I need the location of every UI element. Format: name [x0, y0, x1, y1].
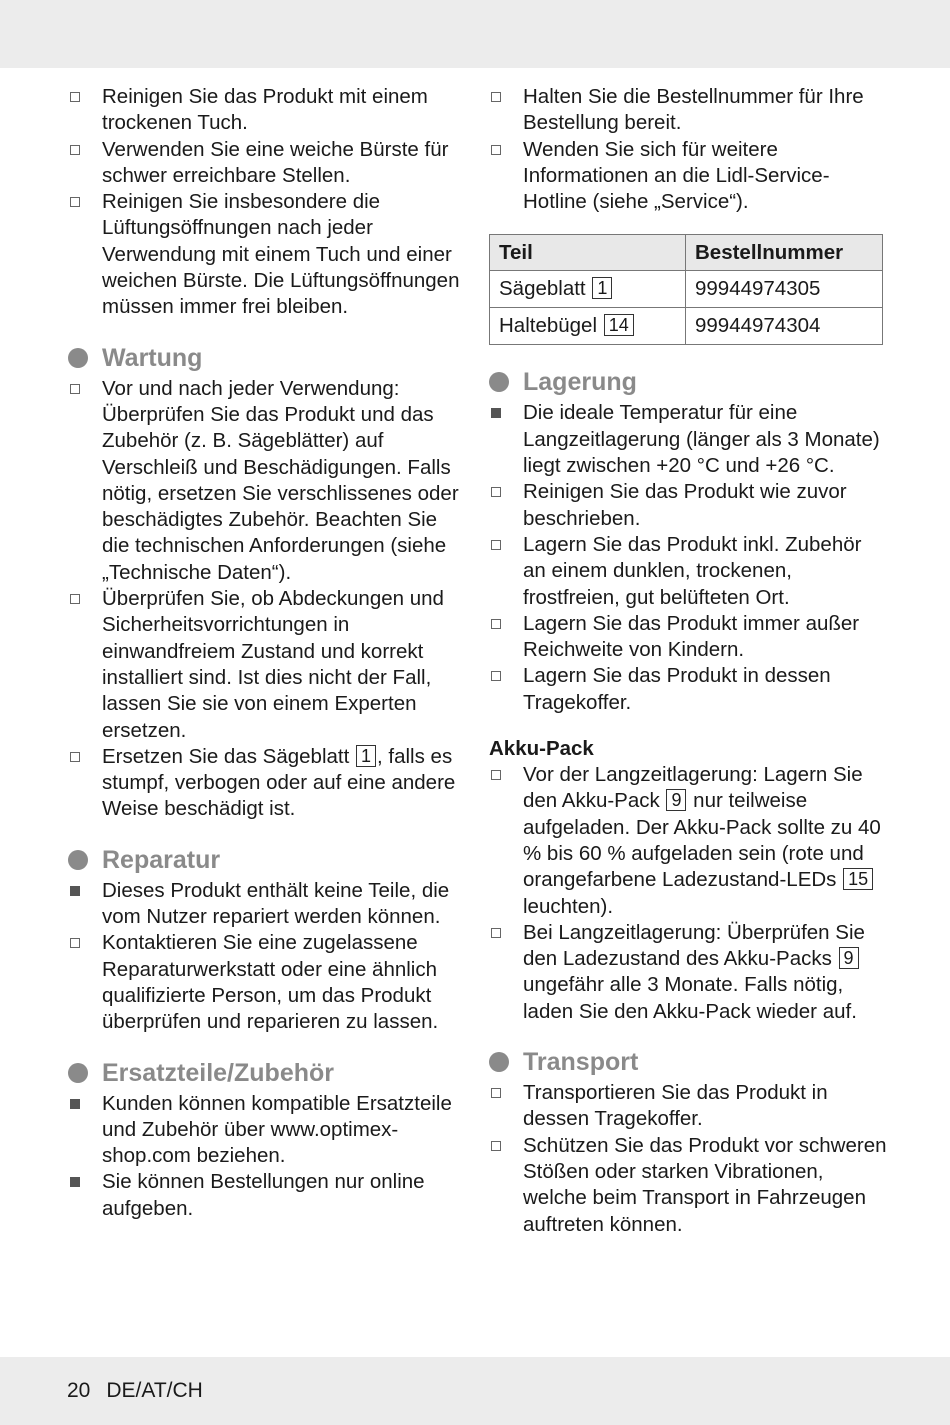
open-square-bullet-icon — [70, 752, 80, 762]
left-column — [68, 84, 468, 1222]
right-column — [489, 84, 889, 1238]
open-square-bullet-icon — [70, 594, 80, 604]
part-reference-number: 15 — [843, 868, 873, 890]
open-square-bullet-icon — [491, 1141, 501, 1151]
column-header: Teil — [490, 235, 686, 271]
open-square-bullet-icon — [491, 928, 501, 938]
list-item: Wenden Sie sich für weitere Informationen an die Lidl-Service-Hotline (siehe „Service“). — [489, 137, 889, 216]
column-header: Bestellnummer — [686, 235, 883, 271]
list-item: Reinigen Sie das Produkt wie zuvor beschrieben. — [489, 479, 889, 532]
open-square-bullet-icon — [70, 938, 80, 948]
header-bar — [0, 0, 950, 68]
part-reference-number: 1 — [356, 745, 376, 767]
section-heading-reparatur: Reparatur — [68, 845, 468, 875]
circle-bullet-icon — [489, 1052, 509, 1072]
section-heading-lagerung: Lagerung — [489, 367, 889, 397]
list-item: Bei Langzeitlagerung: Überprüfen Sie den Ladezustand des Akku-Packs 9 ungefähr alle 3 Monate. Falls nötig, laden Sie den Akku-Pack wieder auf. — [489, 920, 889, 1025]
open-square-bullet-icon — [491, 1088, 501, 1098]
table-cell-number: 99944974304 — [686, 308, 883, 345]
section-heading-ersatzteile: Ersatzteile/Zubehör — [68, 1058, 468, 1088]
list-item: Überprüfen Sie, ob Abdeckungen und Sicherheitsvorrichtungen in einwandfreiem Zustand und korrekt installiert sind. Ist dies nicht der Fall, lassen Sie sie von einem Experten ersetzen. — [68, 586, 468, 744]
open-square-bullet-icon — [491, 619, 501, 629]
part-reference-number: 9 — [666, 789, 686, 811]
table-header-row — [490, 235, 883, 271]
list-item: Vor und nach jeder Verwendung: Überprüfen Sie das Produkt und das Zubehör (z. B. Sägeblätter) auf Verschleiß und Beschädigungen. Falls nötig, ersetzen Sie verschlissenes oder beschädigtes Zubehör. Beachten Sie die technischen Anforderungen (siehe „Technische Daten“). — [68, 376, 468, 586]
list-item: Schützen Sie das Produkt vor schweren Stößen oder starken Vibrationen, welche beim Transport in Fahrzeugen auftreten können. — [489, 1133, 889, 1238]
filled-square-bullet-icon — [70, 886, 80, 896]
list-item: Lagern Sie das Produkt inkl. Zubehör an einem dunklen, trockenen, frostfreien, gut belüfteten Ort. — [489, 532, 889, 611]
list-item: Vor der Langzeitlagerung: Lagern Sie den Akku-Pack 9 nur teilweise aufgeladen. Der Akku-Pack sollte zu 40 % bis 60 % aufgeladen sein (rote und orangefarbene Ladezustand-LEDs 15 leuchten). — [489, 762, 889, 920]
part-reference-number: 14 — [604, 314, 634, 336]
filled-square-bullet-icon — [70, 1099, 80, 1109]
list-item: Kunden können kompatible Ersatzteile und Zubehör über www.optimex-shop.com beziehen. — [68, 1091, 468, 1170]
section-heading-transport: Transport — [489, 1047, 889, 1077]
list-item: Halten Sie die Bestellnummer für Ihre Bestellung bereit. — [489, 84, 889, 137]
list-item: Die ideale Temperatur für eine Langzeitlagerung (länger als 3 Monate) liegt zwischen +20 °C und +26 °C. — [489, 400, 889, 479]
filled-square-bullet-icon — [491, 408, 501, 418]
circle-bullet-icon — [68, 850, 88, 870]
subheading-akku-pack: Akku-Pack — [489, 737, 594, 761]
list-item: Lagern Sie das Produkt in dessen Tragekoffer. — [489, 663, 889, 716]
open-square-bullet-icon — [491, 671, 501, 681]
open-square-bullet-icon — [491, 540, 501, 550]
page-number: 20 — [67, 1379, 91, 1402]
part-reference-number: 9 — [839, 947, 859, 969]
list-item: Transportieren Sie das Produkt in dessen Tragekoffer. — [489, 1080, 889, 1133]
table-row — [490, 308, 883, 345]
list-item: Sie können Bestellungen nur online aufgeben. — [68, 1169, 468, 1222]
table-cell-part: Haltebügel 14 — [490, 308, 686, 345]
list-item: Kontaktieren Sie eine zugelassene Reparaturwerkstatt oder eine ähnlich qualifizierte Person, um das Produkt überprüfen und reparieren zu lassen. — [68, 930, 468, 1035]
open-square-bullet-icon — [491, 145, 501, 155]
circle-bullet-icon — [68, 348, 88, 368]
list-item: Ersetzen Sie das Sägeblatt 1 , falls es stumpf, verbogen oder auf eine andere Weise beschädigt ist. — [68, 744, 468, 823]
circle-bullet-icon — [489, 372, 509, 392]
parts-table — [489, 234, 883, 345]
circle-bullet-icon — [68, 1063, 88, 1083]
language-code: DE/AT/CH — [106, 1379, 203, 1402]
table-row — [490, 271, 883, 308]
open-square-bullet-icon — [491, 487, 501, 497]
open-square-bullet-icon — [70, 145, 80, 155]
list-item: Dieses Produkt enthält keine Teile, die vom Nutzer repariert werden können. — [68, 878, 468, 931]
open-square-bullet-icon — [70, 197, 80, 207]
open-square-bullet-icon — [491, 770, 501, 780]
open-square-bullet-icon — [491, 92, 501, 102]
filled-square-bullet-icon — [70, 1177, 80, 1187]
part-reference-number: 1 — [592, 277, 612, 299]
list-item: Lagern Sie das Produkt immer außer Reichweite von Kindern. — [489, 611, 889, 664]
list-item: Reinigen Sie insbesondere die Lüftungsöffnungen nach jeder Verwendung mit einem Tuch und einer weichen Bürste. Die Lüftungsöffnungen müssen immer frei bleiben. — [68, 189, 468, 320]
open-square-bullet-icon — [70, 92, 80, 102]
footer — [67, 1378, 203, 1404]
section-heading-wartung: Wartung — [68, 343, 468, 373]
list-item: Reinigen Sie das Produkt mit einem trockenen Tuch. — [68, 84, 468, 137]
list-item: Verwenden Sie eine weiche Bürste für schwer erreichbare Stellen. — [68, 137, 468, 190]
table-cell-part: Sägeblatt 1 — [490, 271, 686, 308]
table-cell-number: 99944974305 — [686, 271, 883, 308]
open-square-bullet-icon — [70, 384, 80, 394]
